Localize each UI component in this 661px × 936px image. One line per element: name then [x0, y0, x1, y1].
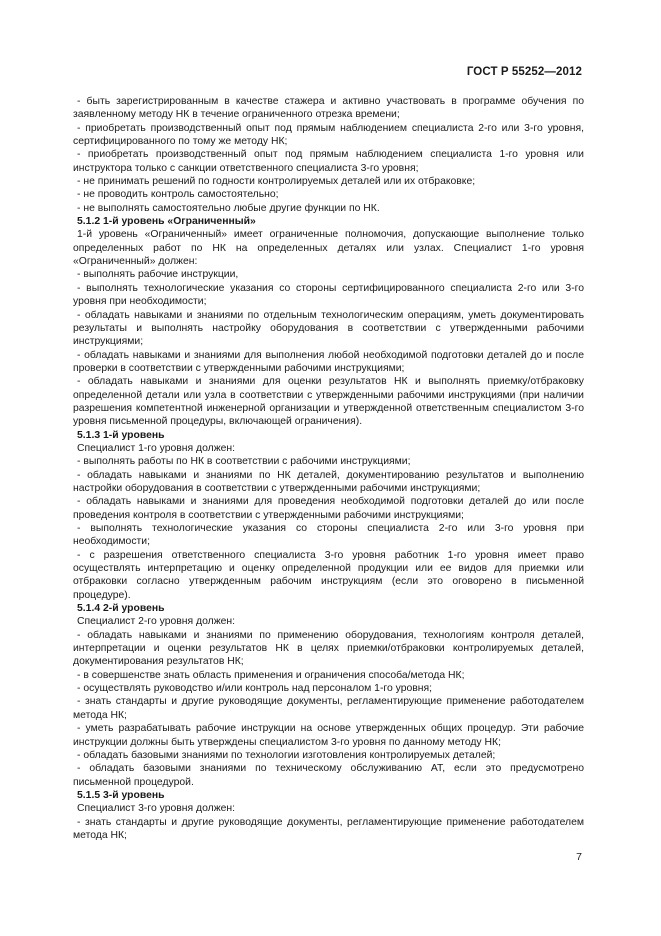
paragraph: - обладать базовыми знаниями по техническому обслуживанию АТ, если это предусмотрено письменной процедурой.: [73, 763, 584, 788]
section-heading: 5.1.2 1-й уровень «Ограниченный»: [77, 216, 256, 228]
page-number: 7: [576, 851, 582, 863]
paragraph: - выполнять работы по НК в соответствии с рабочими инструкциями;: [77, 456, 411, 468]
paragraph: - обладать навыками и знаниями для выполнения любой необходимой подготовки деталей до и после проверки в соответствии с утвержденными рабочими инструкциями;: [73, 349, 584, 374]
paragraph: - осуществлять руководство и/или контроль над персоналом 1-го уровня;: [77, 683, 433, 695]
paragraph: - уметь разрабатывать рабочие инструкции на основе утвержденных общих процедур. Эти рабочие инструкции должны быть утверждены специалистом 3-го уровня по данному методу НК;: [73, 723, 584, 748]
paragraph: - не выполнять самостоятельно любые другие функции по НК.: [77, 202, 380, 214]
section-heading: 5.1.4 2-й уровень: [77, 603, 165, 615]
document-body: [73, 95, 584, 842]
paragraph: Специалист 2-го уровня должен:: [77, 616, 236, 628]
paragraph: - приобретать производственный опыт под прямым наблюдением специалиста 2-го или 3-го уровня, сертифицированного по тому же методу НК;: [73, 122, 584, 148]
paragraph: - обладать навыками и знаниями по отдельным технологическим операциям, уметь документировать результаты и выполнять настройку оборудования в соответствии с утвержденными рабочими инструкциями;: [73, 309, 584, 348]
section-heading: 5.1.3 1-й уровень: [77, 429, 165, 441]
paragraph: - с разрешения ответственного специалиста 3-го уровня работник 1-го уровня имеет право осуществлять интерпретацию и оценку определенной продукции или ее видов для приемки или отбраковки согласно утвержденным рабочим инструкциям (если это оговорено в письменной процедуре).: [73, 549, 584, 601]
document-code: ГОСТ Р 55252—2012: [466, 66, 582, 78]
paragraph: 1-й уровень «Ограниченный» имеет ограниченные полномочия, допускающие выполнение только определенных работ по НК на определенных деталях или узлах. Специалист 1-го уровня «Ограниченный» должен:: [73, 229, 584, 268]
paragraph: - обладать навыками и знаниями по применению оборудования, технологиям контроля деталей, интерпретации и оценки результатов НК в целях приемки/отбраковки контролируемых деталей, документирования результатов НК;: [73, 629, 584, 668]
paragraph: Специалист 1-го уровня должен:: [77, 442, 236, 454]
paragraph: - не принимать решений по годности контролируемых деталей или их отбраковке;: [77, 176, 476, 188]
paragraph: - приобретать производственный опыт под прямым наблюдением специалиста 1-го уровня или инструктора только с санкции ответственного специалиста 3-го уровня;: [73, 149, 584, 174]
paragraph: - знать стандарты и другие руководящие документы, регламентирующие применение работодателем метода НК;: [73, 816, 584, 841]
paragraph: - знать стандарты и другие руководящие документы, регламентирующие применение работодателем метода НК;: [73, 696, 584, 721]
paragraph: - выполнять рабочие инструкции,: [77, 269, 239, 281]
paragraph: - обладать навыками и знаниями для проведения необходимой подготовки деталей до или после проведения контроля в соответствии с утвержденными рабочими инструкциями;: [73, 496, 584, 521]
section-heading: 5.1.5 3-й уровень: [77, 789, 165, 801]
paragraph: - не проводить контроль самостоятельно;: [77, 189, 279, 201]
paragraph: - выполнять технологические указания со стороны сертифицированного специалиста 2-го или 3-го уровня при необходимости;: [73, 282, 584, 308]
paragraph: - обладать навыками и знаниями по НК деталей, документированию результатов и выполнению настройки оборудования в соответствии с утвержденными рабочими инструкциями;: [73, 469, 584, 494]
paragraph: - быть зарегистрированным в качестве стажера и активно участвовать в программе обучения по заявленному методу НК в течение ограниченного отрезка времени;: [73, 96, 584, 121]
paragraph: - обладать базовыми знаниями по технологии изготовления контролируемых деталей;: [77, 749, 496, 761]
paragraph: - в совершенстве знать область применения и ограничения способа/метода НК;: [77, 669, 465, 681]
paragraph: - выполнять технологические указания со стороны специалиста 2-го или 3-го уровня при необходимости;: [73, 523, 584, 548]
paragraph: - обладать навыками и знаниями для оценки результатов НК и выполнять приемку/отбраковку определенной детали или узла в соответствии с утвержденными рабочими инструкциями (при наличии разрешения компетентной инженерной организации и утвержденной ответственным специалистом 3-го уровня письменной процедуры, включающей ограничения).: [73, 376, 584, 428]
paragraph: Специалист 3-го уровня должен:: [77, 803, 236, 815]
